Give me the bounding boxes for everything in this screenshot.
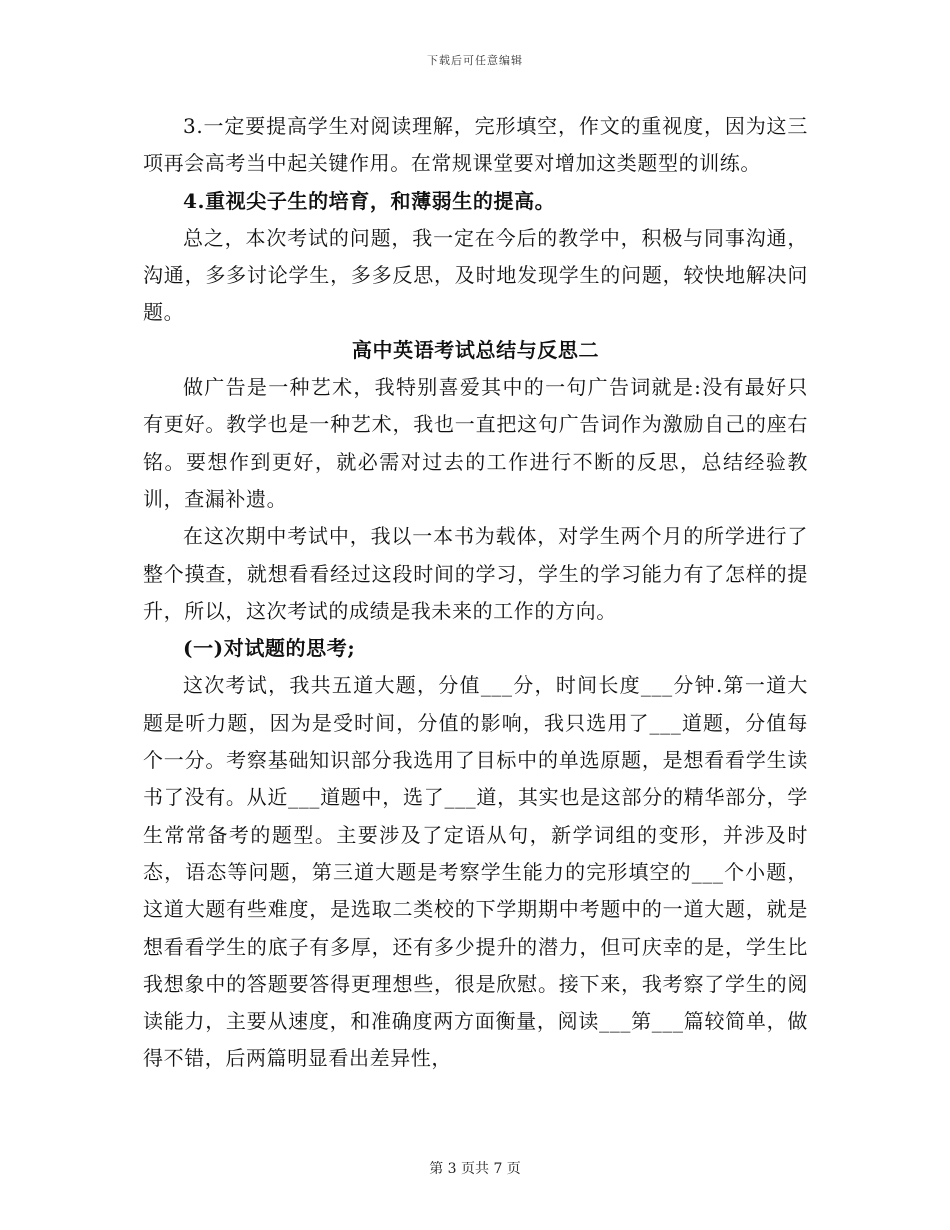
page-number: 第 3 页共 7 页 [429,1161,521,1177]
paragraph-exam-details: 这次考试，我共五道大题，分值___分，时间长度___分钟.第一道大题是听力题，因为是受时间，分值的影响，我只选用了___道题，分值每个一分。考察基础知识部分我选用了目标中的单选原题，是想看看学生读书了没有。从近___道题中，选了___道，其实也是这部分的精华部分，学生常常备考的题型。主要涉及了定语从句，新学词组的变形，并涉及时态，语态等问题，第三道大题是考察学生能力的完形填空的___个小题，这道大题有些难度，是选取二类校的下学期期中考题中的一道大题，就是想看看学生的底子有多厚，还有多少提升的潜力，但可庆幸的是，学生比我想象中的答题要答得更理想些，很是欣慰。接下来，我考察了学生的阅读能力，主要从速度，和准确度两方面衡量，阅读___第___篇较简单，做得不错，后两篇明显看出差异性， [143,673,808,1071]
paragraph-conclusion: 总之，本次考试的问题，我一定在今后的教学中，积极与同事沟通，沟通，多多讨论学生，多多反思，及时地发现学生的问题，较快地解决问题。 [143,225,808,325]
subheading-exam-reflection: (一)对试题的思考; [183,636,356,661]
paragraph-advertising: 做广告是一种艺术，我特别喜爱其中的一句广告词就是:没有最好只有更好。教学也是一种艺术，我也一直把这句广告词作为激励自己的座右铭。要想作到更好，就必需对过去的工作进行不断的反思，总结经验教训，查漏补遗。 [143,375,808,511]
paragraph-point-3: 3.一定要提高学生对阅读理解，完形填空，作文的重视度，因为这三项再会高考当中起关键作用。在常规课堂要对增加这类题型的训练。 [143,114,808,176]
page-header: 下载后可任意编辑 [427,54,523,67]
document-body [143,108,808,1078]
paragraph-midterm: 在这次期中考试中，我以一本书为载体，对学生两个月的所学进行了整个摸查，就想看看经过这段时间的学习，学生的学习能力有了怎样的提升，所以，这次考试的成绩是我未来的工作的方向。 [143,524,808,623]
section-title: 高中英语考试总结与反思二 [351,337,600,362]
paragraph-point-4: 4.重视尖子生的培育，和薄弱生的提高。 [183,188,556,213]
